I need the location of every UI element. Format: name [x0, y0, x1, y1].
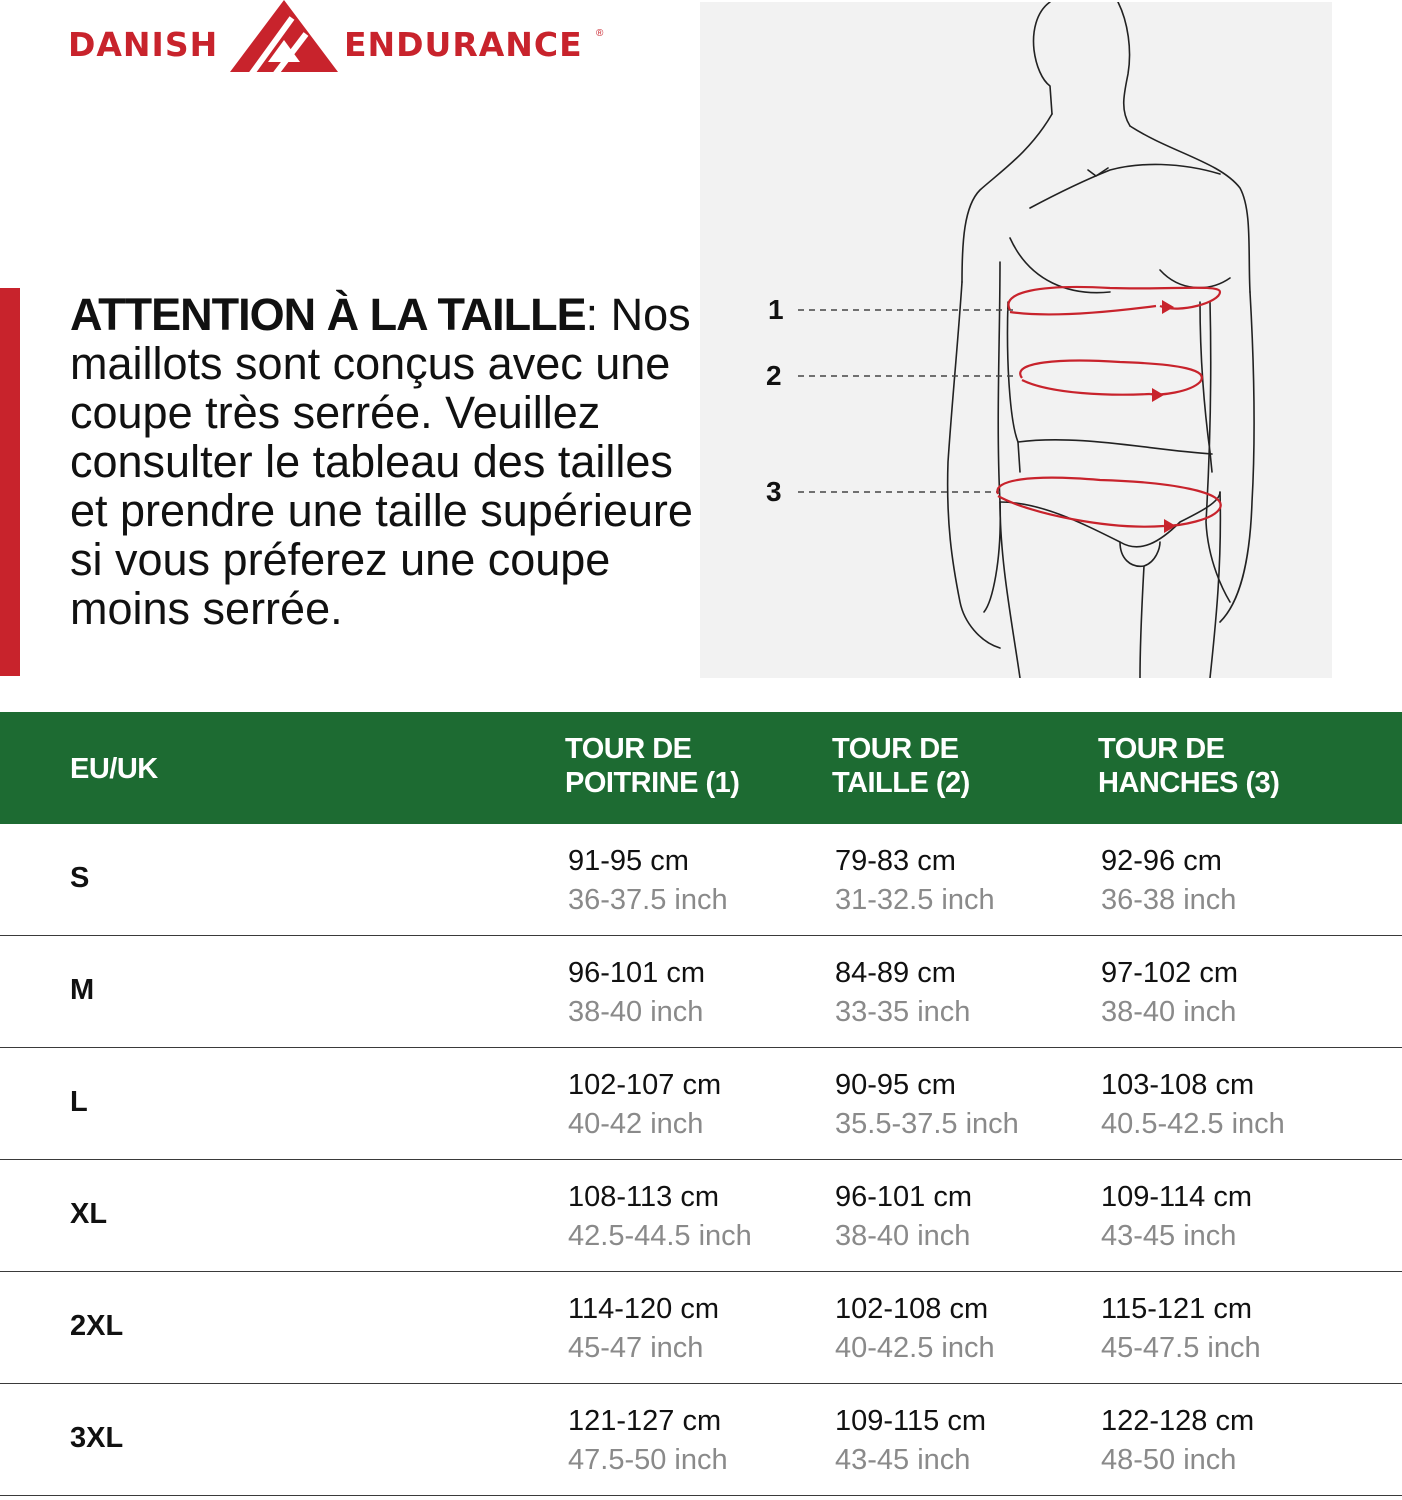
- chest-inch: 36-37.5 inch: [568, 884, 728, 916]
- waist-cm: 96-101 cm: [835, 1181, 973, 1213]
- brand-name-left: DANISH: [68, 25, 219, 64]
- marker-3-label: 3: [766, 476, 782, 507]
- chest-cell: [568, 1178, 752, 1256]
- hips-cm: 109-114 cm: [1101, 1181, 1252, 1213]
- chest-inch: 38-40 inch: [568, 996, 704, 1028]
- hips-cm: 122-128 cm: [1101, 1405, 1255, 1437]
- waist-cell: [835, 842, 995, 920]
- hips-inch: 38-40 inch: [1101, 996, 1237, 1028]
- notice-title: ATTENTION À LA TAILLE: [70, 289, 586, 340]
- hips-cell: [1101, 954, 1238, 1032]
- fit-notice: [70, 290, 695, 633]
- marker-2-label: 2: [766, 360, 782, 391]
- accent-bar: [0, 288, 20, 676]
- waist-cell: [835, 954, 970, 1032]
- chest-cm: 102-107 cm: [568, 1069, 722, 1101]
- size-label: XL: [70, 1198, 108, 1230]
- brand-mountain-icon: [230, 0, 338, 74]
- hips-inch: 40.5-42.5 inch: [1101, 1108, 1285, 1140]
- waist-inch: 35.5-37.5 inch: [835, 1108, 1019, 1140]
- table-row: [0, 1048, 1402, 1160]
- chest-inch: 45-47 inch: [568, 1332, 704, 1364]
- measurement-figure: [700, 2, 1332, 678]
- header-waist: [832, 732, 1072, 800]
- waist-inch: 33-35 inch: [835, 996, 971, 1028]
- notice-colon: :: [585, 289, 599, 340]
- chest-cm: 96-101 cm: [568, 957, 706, 989]
- waist-inch: 31-32.5 inch: [835, 884, 995, 916]
- header-chest: [565, 732, 805, 800]
- chest-cell: [568, 1402, 728, 1480]
- waist-cell: [835, 1290, 995, 1368]
- body-outline-illustration: [700, 2, 1332, 678]
- size-label: L: [70, 1086, 88, 1118]
- table-row: [0, 1272, 1402, 1384]
- waist-cell: [835, 1178, 972, 1256]
- header-chest-line2: POITRINE (1): [565, 767, 740, 799]
- registered-mark: ®: [596, 28, 604, 39]
- table-row: [0, 1384, 1402, 1496]
- brand-name-right: ENDURANCE: [344, 25, 583, 64]
- waist-cm: 90-95 cm: [835, 1069, 956, 1101]
- waist-inch: 43-45 inch: [835, 1444, 971, 1476]
- header-size: EU/UK: [70, 753, 158, 785]
- chest-inch: 40-42 inch: [568, 1108, 704, 1140]
- hips-inch: 36-38 inch: [1101, 884, 1237, 916]
- chest-inch: 42.5-44.5 inch: [568, 1220, 752, 1252]
- table-row: [0, 1160, 1402, 1272]
- waist-cm: 109-115 cm: [835, 1405, 986, 1437]
- waist-cm: 102-108 cm: [835, 1293, 989, 1325]
- hips-cm: 92-96 cm: [1101, 845, 1222, 877]
- size-label: 2XL: [70, 1310, 124, 1342]
- table-row: [0, 936, 1402, 1048]
- header-waist-line1: TOUR DE: [832, 733, 959, 765]
- hips-cell: [1101, 1178, 1252, 1256]
- size-label: M: [70, 974, 95, 1006]
- waist-cell: [835, 1402, 986, 1480]
- hips-cell: [1101, 842, 1236, 920]
- header-hips: [1098, 732, 1358, 800]
- waist-cm: 84-89 cm: [835, 957, 956, 989]
- header-hips-line2: HANCHES (3): [1098, 767, 1280, 799]
- hips-inch: 48-50 inch: [1101, 1444, 1237, 1476]
- chest-cm: 91-95 cm: [568, 845, 689, 877]
- hips-cm: 103-108 cm: [1101, 1069, 1255, 1101]
- hips-cm: 115-121 cm: [1101, 1293, 1252, 1325]
- size-table-header: [0, 712, 1402, 824]
- hips-cm: 97-102 cm: [1101, 957, 1239, 989]
- hips-cell: [1101, 1290, 1261, 1368]
- waist-cell: [835, 1066, 1019, 1144]
- header-waist-line2: TAILLE (2): [832, 767, 970, 799]
- notice-body: Nos maillots sont conçus avec une coupe très serrée. Veuillez consulter le tableau des tailles et prendre une taille supérieure si vous préferez une coupe moins serrée.: [70, 289, 693, 634]
- size-label: S: [70, 862, 90, 894]
- header-hips-line1: TOUR DE: [1098, 733, 1225, 765]
- waist-cm: 79-83 cm: [835, 845, 956, 877]
- chest-cell: [568, 1290, 719, 1368]
- hips-inch: 43-45 inch: [1101, 1220, 1237, 1252]
- chest-inch: 47.5-50 inch: [568, 1444, 728, 1476]
- chest-cell: [568, 842, 728, 920]
- marker-1-label: 1: [768, 294, 784, 325]
- header-chest-line1: TOUR DE: [565, 733, 692, 765]
- chest-cell: [568, 954, 705, 1032]
- hips-cell: [1101, 1402, 1254, 1480]
- chest-cm: 114-120 cm: [568, 1293, 719, 1325]
- chest-cm: 108-113 cm: [568, 1181, 719, 1213]
- waist-inch: 38-40 inch: [835, 1220, 971, 1252]
- waist-inch: 40-42.5 inch: [835, 1332, 995, 1364]
- hips-cell: [1101, 1066, 1285, 1144]
- brand-logo: [68, 0, 628, 78]
- size-label: 3XL: [70, 1422, 124, 1454]
- size-table-body: [0, 824, 1402, 1496]
- table-row: [0, 824, 1402, 936]
- chest-cell: [568, 1066, 721, 1144]
- chest-cm: 121-127 cm: [568, 1405, 722, 1437]
- hips-inch: 45-47.5 inch: [1101, 1332, 1261, 1364]
